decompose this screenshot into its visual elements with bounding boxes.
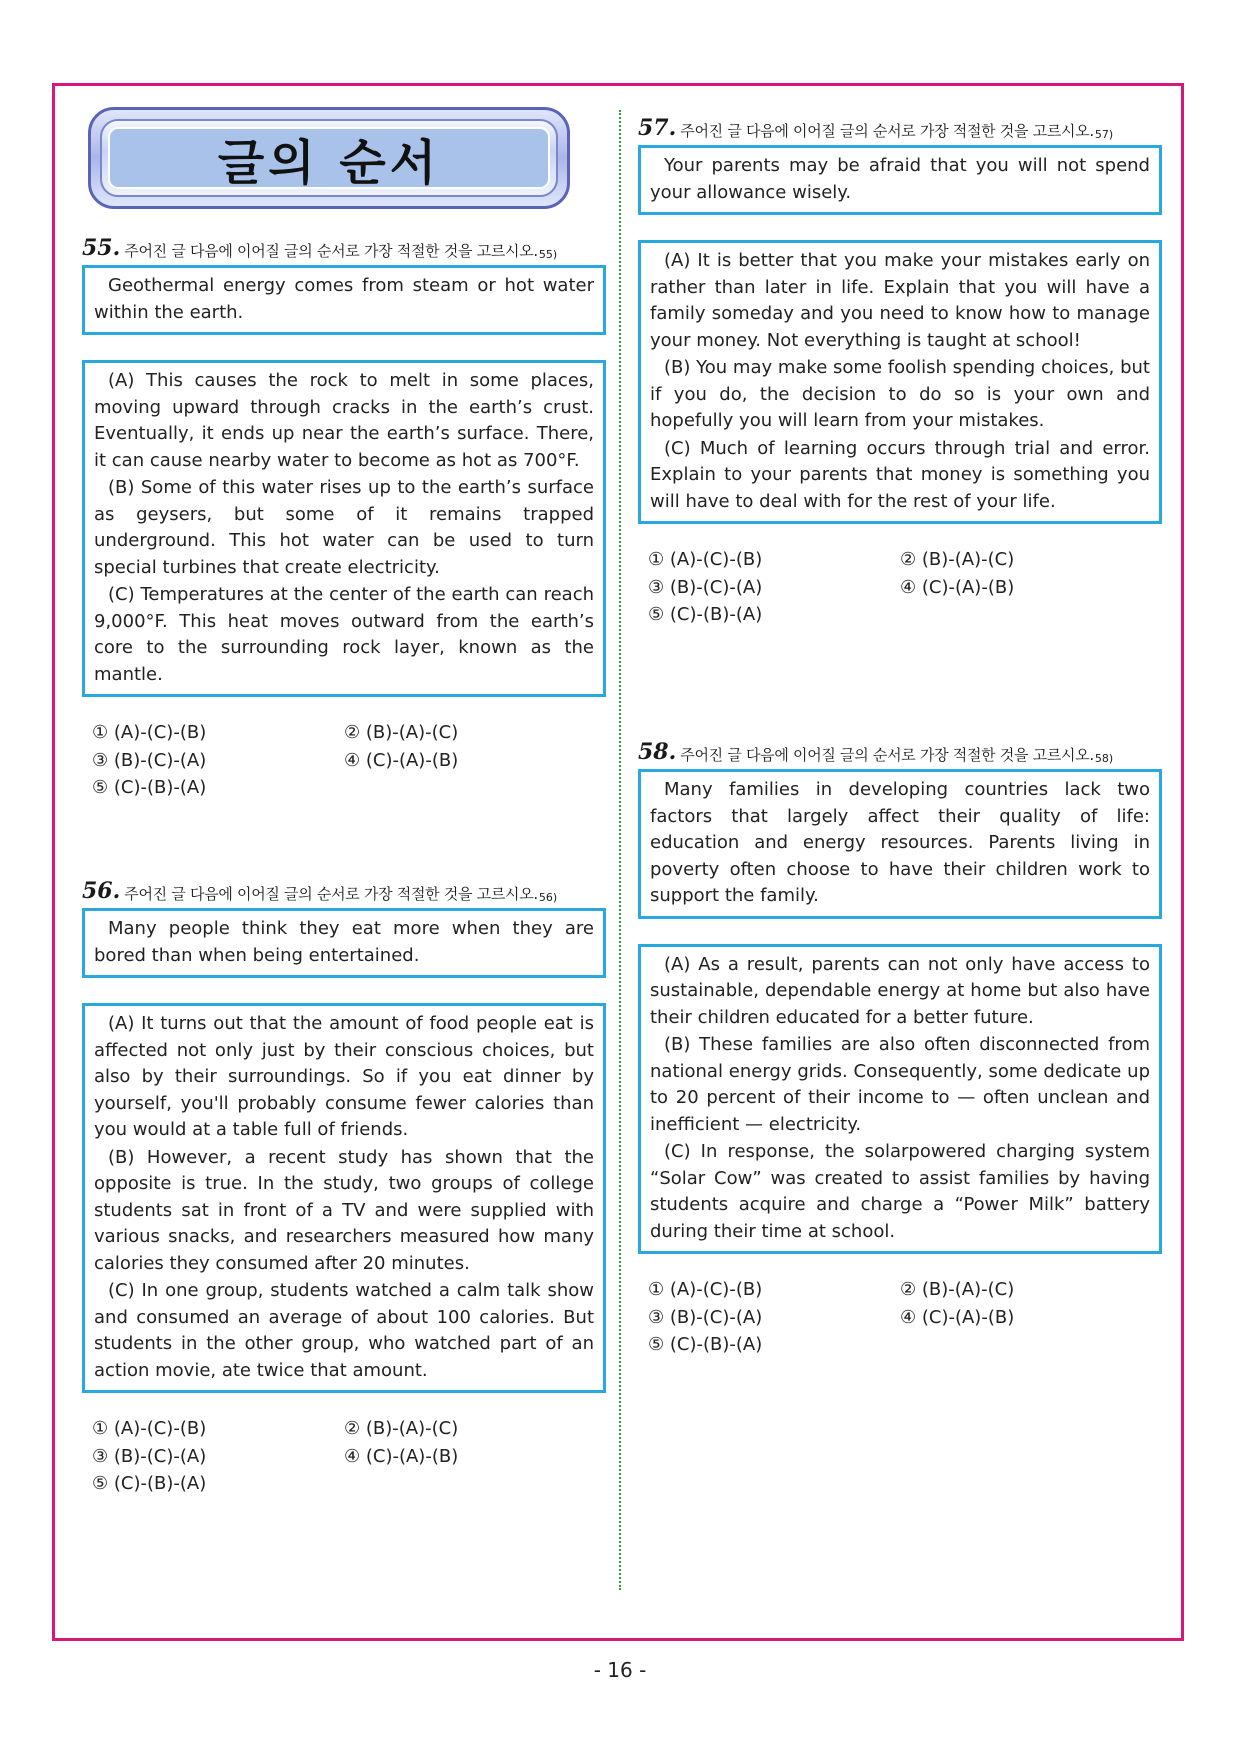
paragraphs-box [638,240,1162,524]
paragraph-a: (A) It is better that you make your mistakes early on rather than later in life. Explain that you will have a family someday and you need to know how to manage your money. Not everything is taught at school! [650,250,1150,351]
paragraphs-box [82,360,606,697]
paragraph-b: (B) You may make some foolish spending choices, but if you do, the decision to do so is your own and hopefully you will learn from your mistakes. [650,357,1150,431]
choice-4[interactable]: ④ (C)-(A)-(B) [344,749,459,771]
paragraph-c: (C) Much of learning occurs through trial and error. Explain to your parents that money is something you will have to deal with for the rest of your life. [650,437,1150,512]
choice-4[interactable]: ④ (C)-(A)-(B) [900,576,1015,598]
column-divider [619,110,621,1590]
question-ref: 56) [538,891,558,904]
choice-5[interactable]: ⑤ (C)-(B)-(A) [92,777,207,798]
paragraph-c: (C) Temperatures at the center of the earth can reach 9,000°F. This heat moves outward from the earth’s core to the surrounding rock layer, known as the mantle. [94,584,594,685]
choice-3[interactable]: ③ (B)-(C)-(A) [648,576,763,598]
question-instruction: 주어진 글 다음에 이어질 글의 순서로 가장 적절한 것을 고르시오. [680,122,1094,140]
page-number: - 16 - [593,1658,647,1682]
question-number: 58. [638,739,677,765]
answer-choices [638,1276,1162,1359]
question-instruction: 주어진 글 다음에 이어질 글의 순서로 가장 적절한 것을 고르시오. [680,746,1094,764]
question-instruction: 주어진 글 다음에 이어질 글의 순서로 가장 적절한 것을 고르시오. [124,242,538,260]
paragraph-b: (B) These families are also often disconnected from national energy grids. Consequently, some dedicate up to 20 percent of their income to — often unclean and inefficient — electricity. [650,1034,1150,1135]
given-text-box [82,908,606,978]
section-title-plate [88,107,570,209]
given-text: Many people think they eat more when they are bored than when being entertained. [94,918,594,966]
question-ref: 55) [538,248,558,261]
given-text: Your parents may be afraid that you will not spend your allowance wisely. [650,155,1150,203]
choice-1[interactable]: ① (A)-(C)-(B) [648,549,763,570]
question-ref: 57) [1094,128,1114,141]
choice-5[interactable]: ⑤ (C)-(B)-(A) [648,604,763,625]
given-text-box [638,769,1162,919]
choice-3[interactable]: ③ (B)-(C)-(A) [92,749,207,771]
question-header [82,880,606,904]
paragraph-a: (A) It turns out that the amount of food people eat is affected not only just by their conscious choices, but also by their surroundings. So if you eat dinner by yourself, you'll probably consume fewer calories than you would at a table full of friends. [94,1013,594,1140]
choice-4[interactable]: ④ (C)-(A)-(B) [344,1445,459,1467]
choice-2[interactable]: ② (B)-(A)-(C) [344,1418,459,1439]
question-number: 57. [638,115,677,141]
choice-3[interactable]: ③ (B)-(C)-(A) [92,1445,207,1467]
question-instruction: 주어진 글 다음에 이어질 글의 순서로 가장 적절한 것을 고르시오. [124,885,538,903]
answer-choices [638,546,1162,629]
paragraphs-box [82,1003,606,1393]
paragraph-b: (B) However, a recent study has shown that the opposite is true. In the study, two groups of college students sat in front of a TV and were supplied with various snacks, and researchers measured how many calories they consumed after 20 minutes. [94,1146,594,1274]
given-text-box [82,265,606,335]
paragraph-c: (C) In one group, students watched a calm talk show and consumed an average of about 100 calories. But students in the other group, who watched part of an action movie, ate twice that amount. [94,1280,594,1381]
choice-3[interactable]: ③ (B)-(C)-(A) [648,1306,763,1328]
choice-5[interactable]: ⑤ (C)-(B)-(A) [92,1473,207,1494]
question-header [638,117,1162,141]
section-title: 글의 순서 [108,127,550,189]
question-ref: 58) [1094,752,1114,765]
question-58 [638,741,1162,1359]
question-number: 56. [82,878,121,904]
paragraph-c: (C) In response, the solarpowered charging system “Solar Cow” was created to assist families by having students acquire and charge a “Power Milk” battery during their time at school. [650,1141,1150,1242]
question-55 [82,237,606,802]
given-text: Many families in developing countries lack two factors that largely affect their quality of life: education and energy resources. Parents living in poverty often choose to have their children work to support the family. [650,779,1150,906]
given-text-box [638,145,1162,215]
paragraph-a: (A) As a result, parents can not only have access to sustainable, dependable energy at home but also have their children educated for a better future. [650,953,1150,1028]
question-57 [638,117,1162,629]
choice-1[interactable]: ① (A)-(C)-(B) [92,722,207,743]
question-header [82,237,606,261]
given-text: Geothermal energy comes from steam or hot water within the earth. [94,275,594,323]
question-56 [82,880,606,1498]
paragraph-a: (A) This causes the rock to melt in some places, moving upward through cracks in the earth’s crust. Eventually, it ends up near the earth’s surface. There, it can cause nearby water to become as hot as 700°F. [94,370,594,471]
question-number: 55. [82,235,121,261]
choice-1[interactable]: ① (A)-(C)-(B) [92,1418,207,1439]
answer-choices [82,719,606,802]
choice-2[interactable]: ② (B)-(A)-(C) [900,1279,1015,1300]
answer-choices [82,1415,606,1498]
paragraphs-box [638,944,1162,1255]
choice-2[interactable]: ② (B)-(A)-(C) [900,549,1015,570]
question-header [638,741,1162,765]
choice-4[interactable]: ④ (C)-(A)-(B) [900,1306,1015,1328]
choice-2[interactable]: ② (B)-(A)-(C) [344,722,459,743]
choice-5[interactable]: ⑤ (C)-(B)-(A) [648,1334,763,1355]
paragraph-b: (B) Some of this water rises up to the earth’s surface as geysers, but some of it remains trapped underground. This hot water can be used to turn special turbines that create electricity. [94,477,594,578]
choice-1[interactable]: ① (A)-(C)-(B) [648,1279,763,1300]
